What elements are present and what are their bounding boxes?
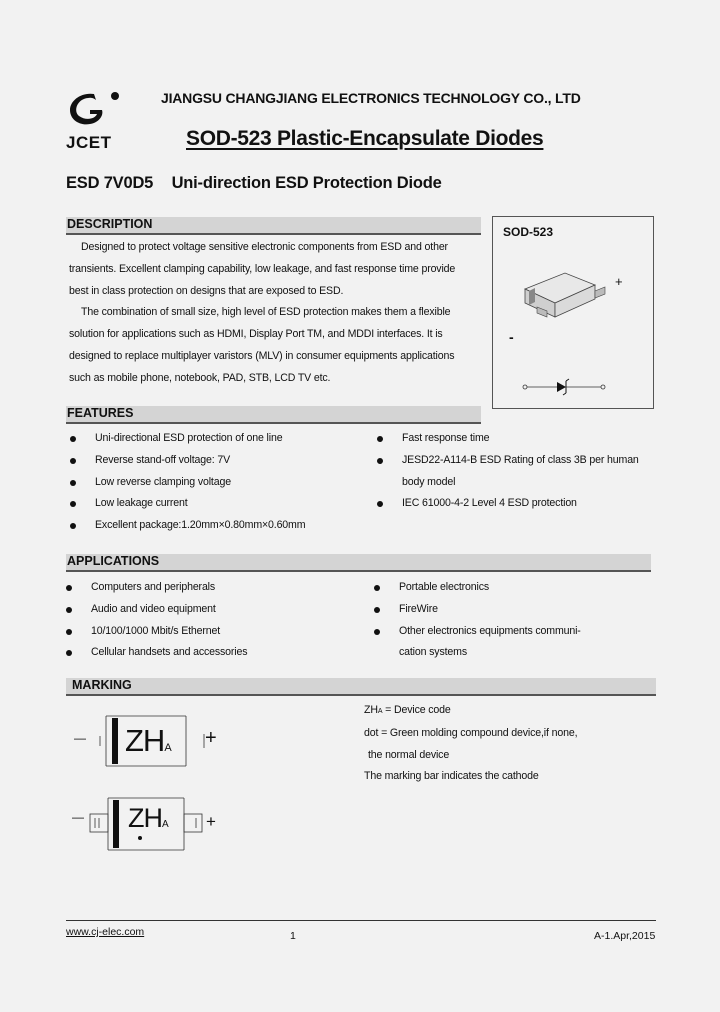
- desc-line: such as mobile phone, notebook, PAD, STB, LCD TV etc.: [69, 371, 331, 384]
- footer-page-number: 1: [290, 930, 296, 942]
- marking-code-main: ZH: [125, 723, 165, 758]
- marking-diagram-2: [68, 796, 228, 852]
- list-item: [91, 577, 361, 599]
- feature-text: Fast response time: [402, 432, 490, 444]
- package-plus: +: [615, 274, 623, 289]
- bullet-icon: [377, 501, 383, 507]
- list-item: [402, 493, 662, 515]
- marking-code-main: ZH: [128, 803, 162, 833]
- application-text: Portable electronics: [399, 581, 490, 593]
- bullet-icon: [70, 458, 76, 464]
- marking-code-sub: A: [162, 819, 168, 830]
- list-item: [95, 515, 375, 537]
- logo-text: JCET: [66, 133, 112, 152]
- desc-line: transients. Excellent clamping capability, low leakage, and fast response time provide: [69, 262, 456, 275]
- application-text: Audio and video equipment: [91, 602, 216, 615]
- marking-diagram-1: [68, 712, 228, 770]
- marking-minus-2: —: [72, 810, 84, 824]
- package-minus: -: [509, 329, 514, 345]
- application-text: Other electronics equipments communi-: [399, 624, 581, 637]
- description-text: [69, 237, 483, 390]
- list-item: [399, 621, 659, 643]
- footer-url-link[interactable]: www.cj-elec.com: [66, 926, 145, 938]
- bullet-icon: [66, 585, 72, 591]
- list-item: [402, 428, 662, 450]
- bullet-icon: [377, 458, 383, 464]
- section-heading-applications: APPLICATIONS: [66, 554, 651, 572]
- dot-line-2: the normal device: [368, 748, 450, 761]
- list-item: [402, 450, 662, 472]
- device-code-main: ZH: [364, 704, 378, 716]
- feature-text: Low leakage current: [95, 497, 188, 510]
- section-heading-description: DESCRIPTION: [66, 217, 481, 235]
- list-item: [95, 428, 375, 450]
- desc-line: solution for applications such as HDMI, Display Port TM, and MDDI interfaces. It is: [69, 328, 443, 341]
- list-item: [91, 621, 361, 643]
- feature-text: Reverse stand-off voltage: 7V: [95, 453, 231, 466]
- package-drawing-icon: [515, 267, 615, 342]
- feature-text: JESD22-A114-B ESD Rating of class 3B per human: [402, 453, 639, 466]
- jcet-logo-icon: [64, 88, 124, 128]
- marking-code-2: [128, 803, 168, 834]
- footer-revision: A-1.Apr,2015: [594, 930, 656, 942]
- feature-text: Uni-directional ESD protection of one line: [95, 432, 283, 444]
- feature-text: body model: [402, 475, 456, 488]
- marking-minus-1: —: [74, 731, 86, 745]
- marking-plus-2: +: [206, 812, 216, 831]
- list-item: [399, 599, 659, 621]
- bar-line: The marking bar indicates the cathode: [364, 770, 539, 783]
- package-figure-box: [492, 216, 654, 409]
- applications-list-right: [399, 577, 659, 664]
- application-text: 10/100/1000 Mbit/s Ethernet: [91, 624, 221, 637]
- device-code-line: [364, 700, 654, 723]
- page-title: SOD-523 Plastic-Encapsulate Diodes: [186, 127, 544, 150]
- bullet-icon: [70, 523, 76, 529]
- part-description: Uni-direction ESD Protection Diode: [171, 174, 442, 192]
- bullet-icon: [66, 607, 72, 613]
- part-heading: [66, 174, 442, 193]
- desc-line: The combination of small size, high level of ESD protection makes them a flexible: [81, 306, 451, 319]
- bullet-icon: [70, 501, 76, 507]
- list-item: [95, 450, 375, 472]
- footer-divider: [66, 920, 656, 921]
- marking-explanation: [364, 700, 654, 788]
- features-list-right: [402, 428, 662, 515]
- package-title: SOD-523: [503, 225, 554, 239]
- device-code-sub: A: [377, 708, 383, 715]
- bullet-icon: [377, 436, 383, 442]
- list-item: [91, 599, 361, 621]
- marking-code-1: [125, 723, 171, 759]
- applications-list-left: [91, 577, 361, 664]
- application-text: FireWire: [399, 602, 438, 615]
- list-item-continuation: [399, 642, 659, 664]
- list-item: [399, 577, 659, 599]
- dot-line: dot = Green molding compound device,if none,: [364, 726, 578, 739]
- application-text: Cellular handsets and accessories: [91, 646, 248, 659]
- bullet-icon: [374, 607, 380, 613]
- bullet-icon: [70, 436, 76, 442]
- application-text: cation systems: [399, 646, 467, 659]
- list-item: [95, 493, 375, 515]
- bullet-icon: [374, 585, 380, 591]
- desc-line: designed to replace multiplayer varistors (MLV) in consumer equipments applications: [69, 349, 455, 362]
- bullet-icon: [66, 650, 72, 656]
- features-list-left: [95, 428, 375, 537]
- section-heading-features: FEATURES: [66, 406, 481, 424]
- desc-line: best in class protection on designs that are exposed to ESD.: [69, 284, 344, 297]
- marking-code-sub: A: [164, 742, 171, 754]
- list-item: [91, 642, 361, 664]
- device-code-suffix: = Device code: [382, 704, 451, 716]
- feature-text: IEC 61000-4-2 Level 4 ESD protection: [402, 497, 577, 510]
- desc-line: Designed to protect voltage sensitive electronic components from ESD and other: [81, 241, 448, 253]
- diode-symbol-icon: [521, 377, 617, 397]
- section-heading-marking: MARKING: [66, 678, 656, 696]
- bullet-icon: [374, 629, 380, 635]
- list-item-continuation: [402, 472, 662, 494]
- part-number: ESD 7V0D5: [66, 174, 154, 192]
- bullet-icon: [70, 480, 76, 486]
- company-name: JIANGSU CHANGJIANG ELECTRONICS TECHNOLOGY CO., LTD: [161, 90, 581, 106]
- feature-text: Low reverse clamping voltage: [95, 475, 231, 488]
- list-item: [95, 472, 375, 494]
- marking-plus-1: +: [205, 727, 217, 749]
- application-text: Computers and peripherals: [91, 581, 216, 593]
- bullet-icon: [66, 629, 72, 635]
- feature-text: Excellent package:1.20mm×0.80mm×0.60mm: [95, 519, 306, 532]
